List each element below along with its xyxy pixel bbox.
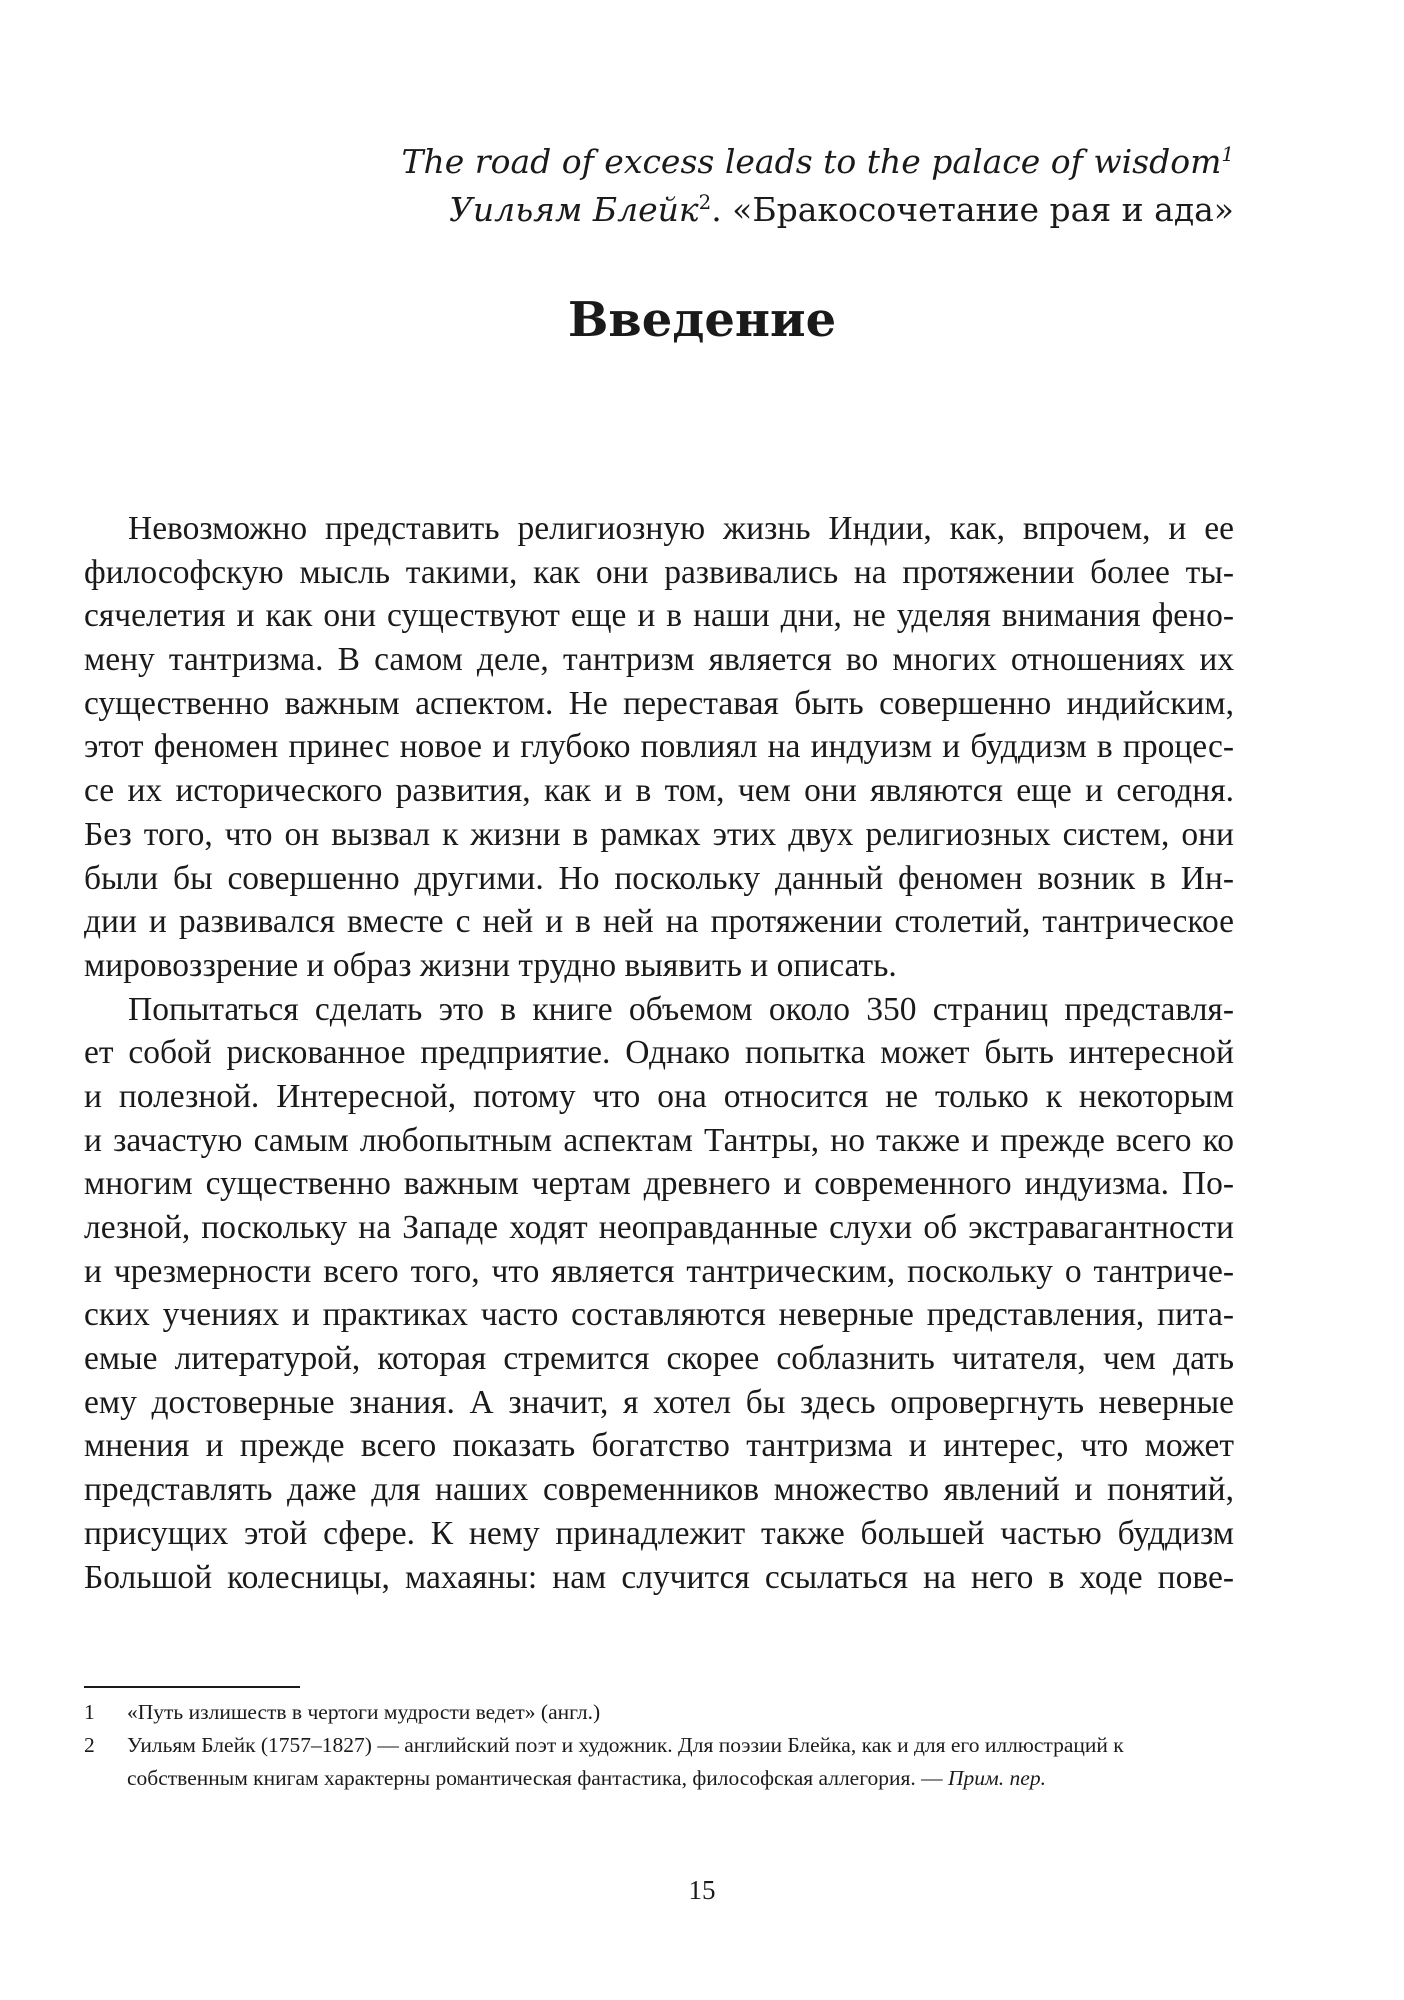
body-line: философскую мысль такими, как они развивались на протяжении более ты- bbox=[84, 553, 1234, 591]
footnotes bbox=[84, 1696, 1234, 1795]
body-line: мировоззрение и образ жизни трудно выявить и описать. bbox=[84, 946, 897, 984]
footnote-separator bbox=[84, 1686, 300, 1688]
body-line: се их исторического развития, как и в том, чем они являются еще и сегодня. bbox=[84, 772, 1234, 810]
footnote-body: «Путь излишеств в чертоги мудрости ведет» (англ.) bbox=[127, 1700, 601, 1724]
footnote-text bbox=[127, 1700, 600, 1724]
epigraph-quote-text: The road of excess leads to the palace of wisdom bbox=[401, 142, 1222, 181]
body-line: присущих этой сфере. К нему принадлежит также большей частью буддизм bbox=[84, 1514, 1234, 1552]
epigraph-source bbox=[234, 186, 1234, 234]
body-line: существенно важным аспектом. Не переставая быть совершенно индийским, bbox=[84, 684, 1234, 722]
body-line: и зачастую самым любопытным аспектам Тантры, но также и прежде всего ко bbox=[84, 1121, 1234, 1159]
body-line: ских учениях и практиках часто составляются неверные представления, пита- bbox=[84, 1296, 1234, 1334]
epigraph-work: . «Бракосочетание рая и ада» bbox=[711, 190, 1234, 229]
page-number: 15 bbox=[688, 1875, 716, 1905]
body-line: дии и развивался вместе с ней и в ней на протяжении столетий, тантрическое bbox=[84, 903, 1234, 941]
footnote-ref-2: 2 bbox=[698, 191, 712, 214]
body-line: этот феномен принес новое и глубоко повлиял на индуизм и буддизм в процес- bbox=[84, 728, 1234, 766]
body-line: и полезной. Интересной, потому что она относится не только к некоторым bbox=[84, 1077, 1234, 1115]
translator-note: Прим. пер. bbox=[948, 1766, 1046, 1790]
body-line: емые литературой, которая стремится скорее соблазнить читателя, чем дать bbox=[84, 1340, 1234, 1378]
body-line: мнения и прежде всего показать богатство тантризма и интерес, что может bbox=[84, 1427, 1234, 1465]
body-line: Попытаться сделать это в книге объемом около 350 страниц представля- bbox=[128, 990, 1234, 1028]
footnote-1 bbox=[84, 1696, 1234, 1729]
body-line: Большой колесницы, махаяны: нам случится ссылаться на него в ходе пове- bbox=[84, 1558, 1234, 1596]
body-line: ему достоверные знания. А значит, я хотел бы здесь опровергнуть неверные bbox=[84, 1383, 1234, 1421]
body-line: и чрезмерности всего того, что является тантрическим, поскольку о тантриче- bbox=[84, 1252, 1234, 1290]
footnote-body: Уильям Блейк (1757–1827) — английский поэт и художник. Для поэзии Блейка, как и для его иллюстраций к собственным книгам характерны романтическая фантастика, философская аллегория. — bbox=[127, 1733, 1124, 1790]
footnote-text bbox=[127, 1733, 1124, 1790]
body-line: Без того, что он вызвал к жизни в рамках этих двух религиозных систем, они bbox=[84, 815, 1234, 853]
footnote-ref-1: 1 bbox=[1221, 143, 1234, 166]
epigraph bbox=[234, 138, 1234, 234]
body-line: представлять даже для наших современников множество явлений и понятий, bbox=[84, 1471, 1234, 1509]
body-text bbox=[84, 507, 1234, 1599]
epigraph-quote bbox=[234, 138, 1234, 186]
body-line: ет собой рискованное предприятие. Однако попытка может быть интересной bbox=[84, 1034, 1234, 1072]
chapter-title: Введение bbox=[567, 292, 837, 348]
body-line: Невозможно представить религиозную жизнь Индии, как, впрочем, и ее bbox=[128, 510, 1234, 547]
body-line: лезной, поскольку на Западе ходят неоправданные слухи об экстравагантности bbox=[84, 1209, 1234, 1246]
footnote-2 bbox=[84, 1729, 1234, 1795]
epigraph-author: Уильям Блейк bbox=[449, 190, 699, 229]
body-line: сячелетия и как они существуют еще и в наши дни, не уделяя внимания фено- bbox=[84, 597, 1234, 635]
footnote-number: 2 bbox=[84, 1733, 95, 1757]
footnote-number: 1 bbox=[84, 1700, 95, 1724]
body-line: мену тантризма. В самом деле, тантризм является во многих отношениях их bbox=[84, 641, 1234, 679]
body-line: многим существенно важным чертам древнего и современного индуизма. По- bbox=[84, 1165, 1234, 1203]
body-line: были бы совершенно другими. Но поскольку данный феномен возник в Ин- bbox=[84, 859, 1234, 897]
